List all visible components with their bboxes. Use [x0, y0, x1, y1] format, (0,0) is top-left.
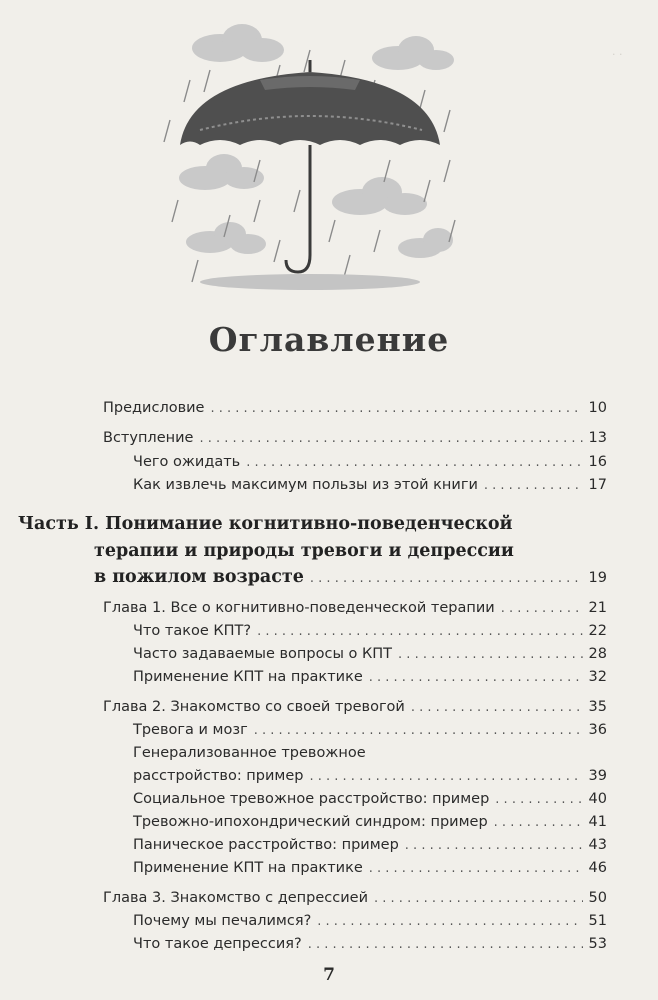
toc-entry-page: 17 [588, 477, 607, 493]
toc-entry-label: Применение КПТ на практике [133, 669, 363, 685]
toc-chapter-entry[interactable] [103, 890, 607, 906]
cloud-icon [192, 24, 284, 62]
toc-entry[interactable] [133, 454, 607, 470]
cloud-icon [186, 222, 266, 254]
page-number: 7 [323, 965, 335, 985]
leader-dots [495, 792, 582, 807]
leader-dots [411, 700, 583, 715]
leader-dots [374, 891, 583, 906]
leader-dots [501, 601, 583, 616]
toc-entry[interactable] [133, 669, 607, 685]
leader-dots [309, 769, 582, 784]
cloud-icon [332, 177, 427, 215]
leader-dots [210, 401, 582, 416]
toc-entry-label: Глава 2. Знакомство со своей тревогой [103, 699, 405, 715]
toc-entry-label: Что такое КПТ? [133, 623, 252, 639]
toc-entry[interactable] [133, 814, 607, 830]
toc-entry-label: Применение КПТ на практике [133, 860, 363, 876]
leader-dots [254, 723, 583, 738]
toc-part-entry[interactable] [94, 567, 607, 587]
bleed-through-text: · · [612, 48, 623, 61]
toc-entry-page: 43 [588, 837, 607, 853]
toc-entry-label: Тревожно-ипохондрический синдром: пример [133, 814, 488, 830]
toc-entry-page: 21 [588, 600, 607, 616]
toc-entry-label: Часто задаваемые вопросы о КПТ [133, 646, 393, 662]
toc-entry-page: 41 [588, 814, 607, 830]
leader-dots [199, 431, 582, 446]
leader-dots [369, 861, 583, 876]
toc-entry-label: Предисловие [103, 400, 205, 416]
toc-entry-label: Паническое расстройство: пример [133, 837, 399, 853]
toc-entry-label: Тревога и мозг [133, 722, 248, 738]
page-title: Оглавление [208, 320, 450, 359]
toc-entry-page: 39 [588, 768, 607, 784]
toc-entry-first-line[interactable] [133, 745, 607, 761]
toc-entry-page: 10 [588, 400, 607, 416]
toc-entry[interactable] [133, 860, 607, 876]
toc-entry[interactable] [133, 837, 607, 853]
toc-entry[interactable] [133, 722, 607, 738]
toc-chapter-entry[interactable] [103, 600, 607, 616]
toc-entry-label: Чего ожидать [133, 454, 241, 470]
toc-entry-page: 53 [588, 936, 607, 952]
toc-entry-page: 32 [588, 669, 607, 685]
toc-chapter-entry[interactable] [103, 699, 607, 715]
toc-entry-page: 19 [588, 570, 607, 586]
part-heading-line: терапии и природы тревоги и депрессии [94, 541, 514, 561]
toc-entry-page: 28 [588, 646, 607, 662]
toc-entry-page: 36 [588, 722, 607, 738]
cloud-icon [372, 36, 454, 70]
toc-entry[interactable] [133, 913, 607, 929]
toc-entry-page: 16 [588, 454, 607, 470]
leader-dots [246, 455, 582, 470]
toc-entry[interactable] [103, 430, 607, 446]
leader-dots [405, 838, 583, 853]
toc-entry[interactable] [133, 623, 607, 639]
toc-entry[interactable] [133, 768, 607, 784]
leader-dots [308, 937, 583, 952]
toc-entry-label: Почему мы печалимся? [133, 913, 312, 929]
leader-dots [317, 914, 582, 929]
toc-entry-page: 40 [588, 791, 607, 807]
toc-entry-page: 51 [588, 913, 607, 929]
toc-entry-label: расстройство: пример [133, 768, 304, 784]
toc-entry-page: 46 [588, 860, 607, 876]
cloud-icon [398, 228, 453, 258]
cloud-icon [179, 154, 264, 190]
toc-entry-label: Глава 3. Знакомство с депрессией [103, 890, 369, 906]
leader-dots [494, 815, 583, 830]
toc-entry-label: Как извлечь максимум пользы из этой книги [133, 477, 478, 493]
toc-entry[interactable] [133, 791, 607, 807]
leader-dots [369, 670, 583, 685]
toc-entry-page: 50 [588, 890, 607, 906]
toc-entry-label: Что такое депрессия? [133, 936, 302, 952]
shadow [200, 274, 420, 290]
toc-entry[interactable] [103, 400, 607, 416]
toc-entry-page: 13 [588, 430, 607, 446]
umbrella-illustration [150, 10, 470, 300]
part-heading-line: в пожилом возрасте [94, 567, 304, 587]
toc-entry-label: Генерализованное тревожное [133, 745, 366, 761]
leader-dots [484, 478, 583, 493]
toc-entry[interactable] [133, 646, 607, 662]
part-heading-line: Часть I. Понимание когнитивно-поведенческой [18, 514, 513, 534]
leader-dots [310, 571, 583, 586]
toc-entry-page: 22 [588, 623, 607, 639]
leader-dots [257, 624, 582, 639]
toc-entry-label: Социальное тревожное расстройство: пример [133, 791, 490, 807]
toc-entry[interactable] [133, 936, 607, 952]
toc-entry-page: 35 [588, 699, 607, 715]
toc-entry[interactable] [133, 477, 607, 493]
leader-dots [398, 647, 583, 662]
toc-entry-label: Глава 1. Все о когнитивно-поведенческой терапии [103, 600, 495, 616]
toc-entry-label: Вступление [103, 430, 194, 446]
